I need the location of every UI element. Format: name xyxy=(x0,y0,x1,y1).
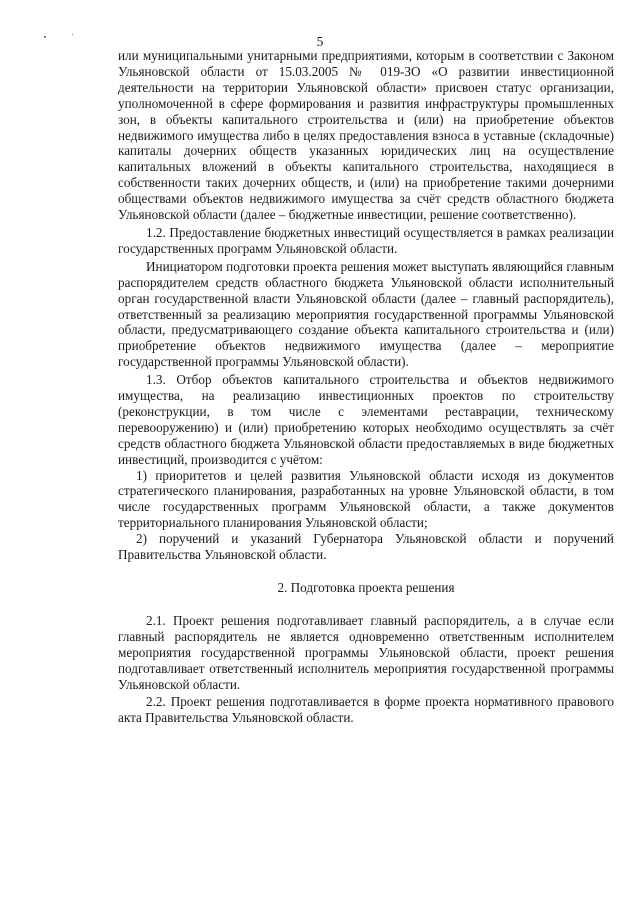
paragraph-2-1: 2.1. Проект решения подготавливает главный распорядитель, а в случае если главный распорядитель не является одновременно ответственным исполнителем мероприятия государственной программы Ульяновской области, проект решения подготавливает ответственный исполнитель мероприятия государственной программы Ульяновской области. xyxy=(118,612,614,692)
document-body xyxy=(118,48,614,726)
paragraph-1-2: 1.2. Предоставление бюджетных инвестиций осуществляется в рамках реализации государственных программ Ульяновской области. xyxy=(118,224,614,256)
page-number: 5 xyxy=(316,34,324,49)
list-item-2: 2) поручений и указаний Губернатора Ульяновской области и поручений Правительства Ульяновской области. xyxy=(118,531,614,563)
paragraph-1-3: 1.3. Отбор объектов капитального строительства и объектов недвижимого имущества, на реализацию инвестиционных проектов по строительству (реконструкции, в том числе с элементами реставрации, техническому перевооружению) и (или) приобретению которых необходимо осуществлять за счёт средств областного бюджета Ульяновской области предоставляемых в виде бюджетных инвестиций, производится с учётом: xyxy=(118,372,614,467)
paragraph-2-2: 2.2. Проект решения подготавливается в форме проекта нормативного правового акта Правительства Ульяновской области. xyxy=(118,694,614,726)
section-heading: 2. Подготовка проекта решения xyxy=(277,580,455,595)
paragraph-1-1-continuation: или муниципальными унитарными предприятиями, которым в соответствии с Законом Ульяновской области от 15.03.2005 № 019-ЗО «О развитии инвестиционной деятельности на территории Ульяновской области» присвоен статус организации, уполномоченной в сфере формирования и развития инфраструктуры промышленных зон, в объекты капитального строительства и (или) на приобретение объектов недвижимого имущества либо в целях предоставления взноса в уставные (складочные) капиталы дочерних обществ указанных юридических лиц на осуществление капитальных вложений в объекты капитального строительства, находящиеся в собственности таких дочерних обществ, и (или) на приобретение такими дочерними обществами объектов недвижимого имущества за счёт средств областного бюджета Ульяновской области (далее – бюджетные инвестиции, решение соответственно). xyxy=(118,48,614,223)
paragraph-initiator: Инициатором подготовки проекта решения может выступать являющийся главным распорядителем средств областного бюджета Ульяновской области исполнительный орган государственной власти Ульяновской области (далее – главный распорядитель), ответственный за реализацию мероприятия государственной программы Ульяновской области, предусматривающего создание объекта капитального строительства и (или) приобретение объектов недвижимого имущества (далее – мероприятие государственной программы Ульяновской области). xyxy=(118,258,614,370)
list-item-1: 1) приоритетов и целей развития Ульяновской области исходя из документов стратегического планирования, разработанных на уровне Ульяновской области, в том числе государственных программ Ульяновской области, а также документов территориального планирования Ульяновской области; xyxy=(118,467,614,531)
